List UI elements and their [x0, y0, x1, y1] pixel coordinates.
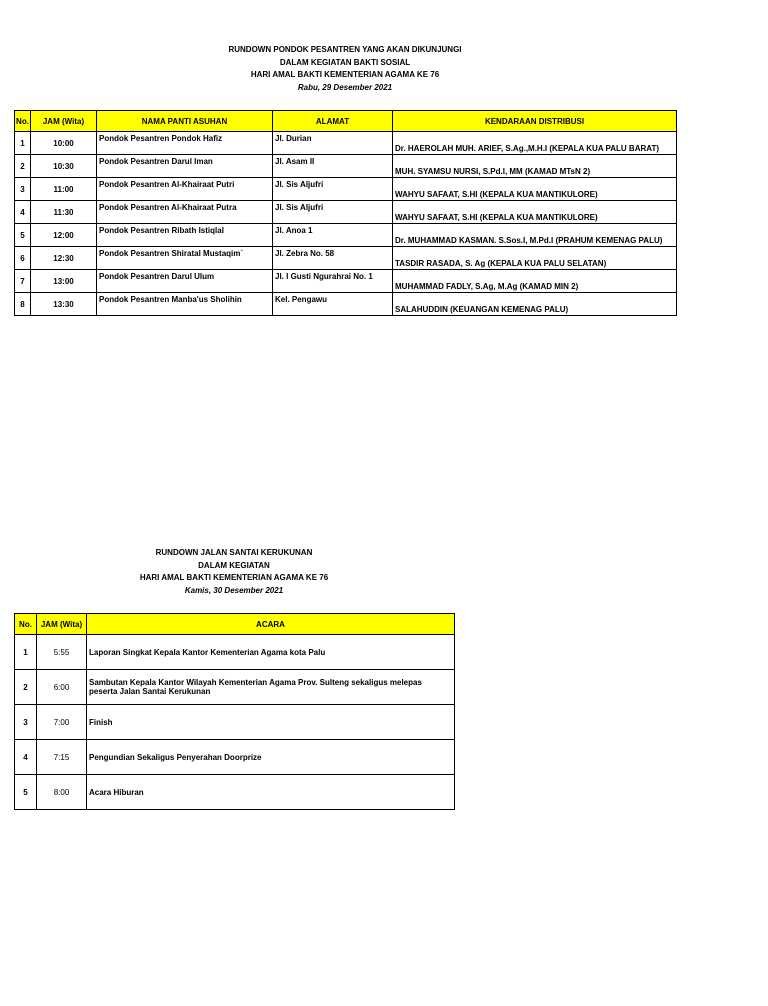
table-row: [15, 635, 455, 670]
row-alamat: Jl. Sis Aljufri: [273, 178, 393, 201]
row-no: 7: [15, 270, 31, 293]
row-jam: 5:55: [37, 635, 87, 670]
row-nama: Pondok Pesantren Al-Khairaat Putra: [97, 201, 273, 224]
row-kendaraan: TASDIR RASADA, S. Ag (KEPALA KUA PALU SELATAN): [393, 247, 677, 270]
row-no: 2: [15, 670, 37, 705]
section1-heading: [14, 44, 676, 94]
row-alamat: Jl. Zebra No. 58: [273, 247, 393, 270]
jalan-santai-table: [14, 613, 455, 810]
row-nama: Pondok Pesantren Darul Iman: [97, 155, 273, 178]
col-header-no: No.: [15, 111, 31, 132]
row-alamat: Jl. Anoa 1: [273, 224, 393, 247]
row-acara: Sambutan Kepala Kantor Wilayah Kementerian Agama Prov. Sulteng sekaligus melepas peserta Jalan Santai Kerukunan: [87, 670, 455, 705]
row-jam: 10:00: [31, 132, 97, 155]
row-kendaraan: SALAHUDDIN (KEUANGAN KEMENAG PALU): [393, 293, 677, 316]
row-jam: 13:30: [31, 293, 97, 316]
table-row: [15, 201, 677, 224]
row-kendaraan: WAHYU SAFAAT, S.HI (KEPALA KUA MANTIKULORE): [393, 201, 677, 224]
row-no: 1: [15, 635, 37, 670]
row-alamat: Jl. Asam II: [273, 155, 393, 178]
row-jam: 11:30: [31, 201, 97, 224]
row-jam: 7:15: [37, 740, 87, 775]
row-alamat: Kel. Pengawu: [273, 293, 393, 316]
table-row: [15, 178, 677, 201]
table-row: [15, 155, 677, 178]
row-jam: 8:00: [37, 775, 87, 810]
section2-heading: [14, 547, 454, 597]
row-alamat: Jl. Sis Aljufri: [273, 201, 393, 224]
row-nama: Pondok Pesantren Al-Khairaat Putri: [97, 178, 273, 201]
row-no: 4: [15, 201, 31, 224]
table-row: [15, 670, 455, 705]
row-nama: Pondok Pesantren Shiratal Mustaqim`: [97, 247, 273, 270]
table-header-row: [15, 614, 455, 635]
row-nama: Pondok Pesantren Ribath Istiqlal: [97, 224, 273, 247]
row-no: 5: [15, 775, 37, 810]
row-kendaraan: WAHYU SAFAAT, S.HI (KEPALA KUA MANTIKULORE): [393, 178, 677, 201]
section2-date: Kamis, 30 Desember 2021: [184, 585, 284, 595]
row-acara: Acara Hiburan: [87, 775, 455, 810]
row-jam: 11:00: [31, 178, 97, 201]
table-row: [15, 705, 455, 740]
row-jam: 6:00: [37, 670, 87, 705]
table-row: [15, 740, 455, 775]
pesantren-visit-table: [14, 110, 677, 316]
row-acara: Pengundian Sekaligus Penyerahan Doorprize: [87, 740, 455, 775]
row-jam: 13:00: [31, 270, 97, 293]
row-kendaraan: MUHAMMAD FADLY, S.Ag, M.Ag (KAMAD MIN 2): [393, 270, 677, 293]
table-row: [15, 224, 677, 247]
col-header-alamat: ALAMAT: [273, 111, 393, 132]
row-nama: Pondok Pesantren Pondok Hafiz: [97, 132, 273, 155]
table-row: [15, 132, 677, 155]
row-no: 1: [15, 132, 31, 155]
row-kendaraan: MUH. SYAMSU NURSI, S.Pd.I, MM (KAMAD MTsN 2): [393, 155, 677, 178]
row-alamat: Jl. Durian: [273, 132, 393, 155]
row-jam: 7:00: [37, 705, 87, 740]
row-alamat: Jl. I Gusti Ngurahrai No. 1: [273, 270, 393, 293]
section1-title-line1: RUNDOWN PONDOK PESANTREN YANG AKAN DIKUNJUNGI: [228, 45, 462, 54]
section1-title-line3: HARI AMAL BAKTI KEMENTERIAN AGAMA KE 76: [250, 70, 440, 79]
table-row: [15, 270, 677, 293]
table-row: [15, 293, 677, 316]
table-row: [15, 247, 677, 270]
section2-title-line1: RUNDOWN JALAN SANTAI KERUKUNAN: [155, 548, 313, 557]
row-kendaraan: Dr. MUHAMMAD KASMAN. S.Sos.I, M.Pd.I (PRAHUM KEMENAG PALU): [393, 224, 677, 247]
row-no: 3: [15, 705, 37, 740]
row-no: 4: [15, 740, 37, 775]
row-no: 8: [15, 293, 31, 316]
row-no: 5: [15, 224, 31, 247]
section1-date: Rabu, 29 Desember 2021: [297, 82, 393, 92]
col-header-jam: JAM (Wita): [37, 614, 87, 635]
table-row: [15, 775, 455, 810]
section1-title-line2: DALAM KEGIATAN BAKTI SOSIAL: [279, 57, 411, 67]
row-kendaraan: Dr. HAEROLAH MUH. ARIEF, S.Ag.,M.H.I (KEPALA KUA PALU BARAT): [393, 132, 677, 155]
col-header-nama: NAMA PANTI ASUHAN: [97, 111, 273, 132]
section2-title-line3: HARI AMAL BAKTI KEMENTERIAN AGAMA KE 76: [139, 573, 329, 582]
col-header-no: No.: [15, 614, 37, 635]
table-header-row: [15, 111, 677, 132]
row-jam: 12:00: [31, 224, 97, 247]
col-header-acara: ACARA: [87, 614, 455, 635]
row-acara: Laporan Singkat Kepala Kantor Kementerian Agama kota Palu: [87, 635, 455, 670]
col-header-jam: JAM (Wita): [31, 111, 97, 132]
row-no: 3: [15, 178, 31, 201]
section2-title-line2: DALAM KEGIATAN: [198, 560, 270, 570]
row-acara: Finish: [87, 705, 455, 740]
row-nama: Pondok Pesantren Darul Ulum: [97, 270, 273, 293]
col-header-kendaraan: KENDARAAN DISTRIBUSI: [393, 111, 677, 132]
row-no: 2: [15, 155, 31, 178]
row-jam: 12:30: [31, 247, 97, 270]
row-nama: Pondok Pesantren Manba'us Sholihin: [97, 293, 273, 316]
row-jam: 10:30: [31, 155, 97, 178]
row-no: 6: [15, 247, 31, 270]
